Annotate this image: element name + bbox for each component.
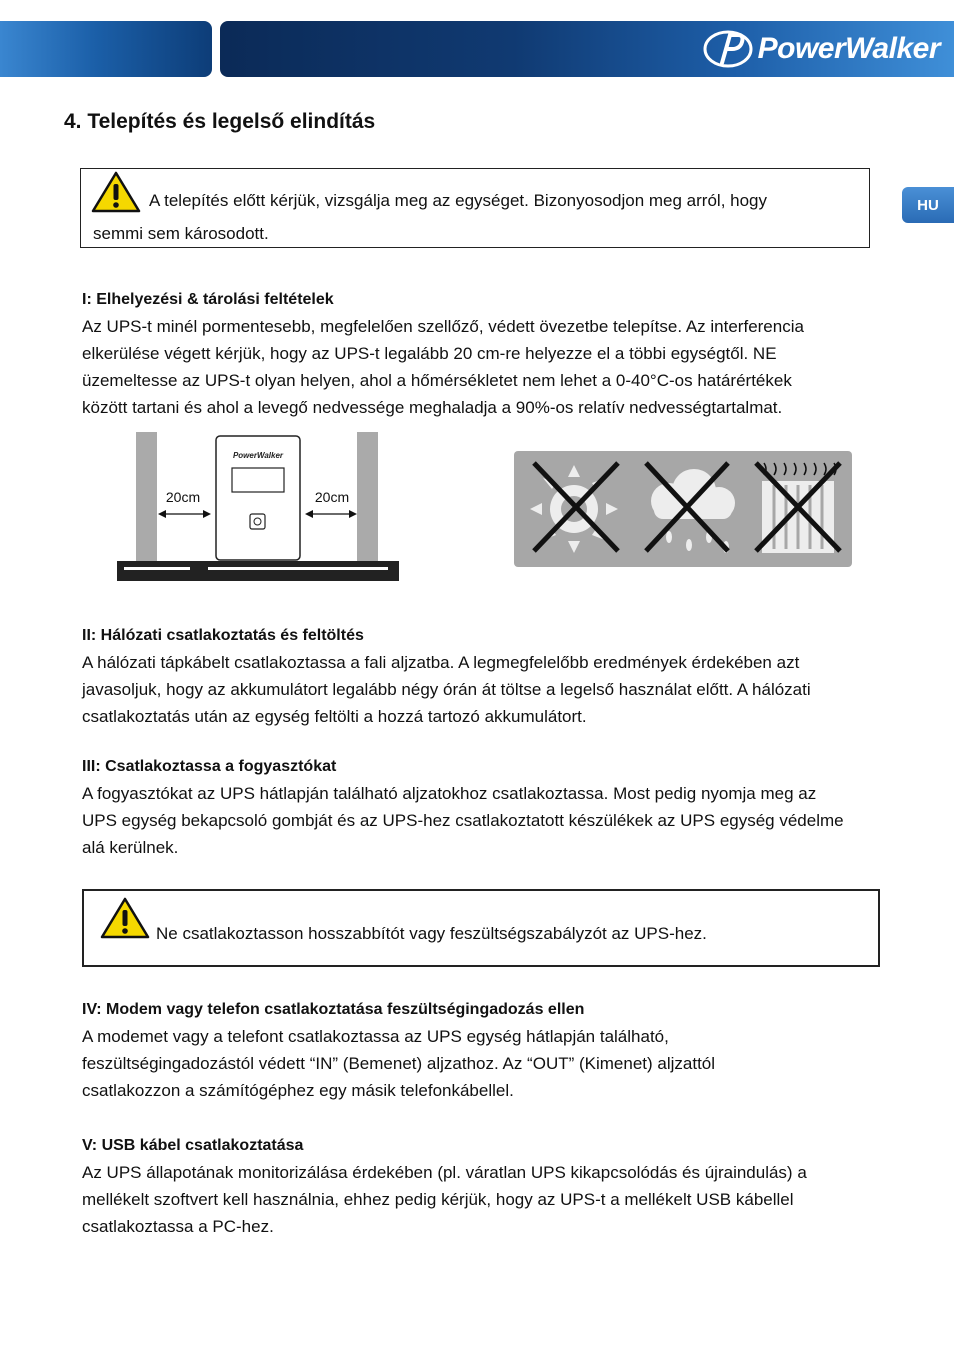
logo-mark-icon (702, 29, 754, 69)
right-distance-label: 20cm (314, 489, 350, 505)
header-bar-right (220, 21, 954, 77)
section-line: csatlakoztassa a PC-hez. (82, 1217, 274, 1236)
section-line: között tartani és ahol a levegő nedvessége meghaladja a 90%-os relatív nedvességtartalmat. (82, 398, 783, 417)
warning-box-extension (82, 889, 880, 967)
section-line: mellékelt szoftvert kell használnia, ehhez pedig kérjük, hogy az UPS-t a mellékelt USB kábellel (82, 1190, 794, 1209)
warning1-line1: A telepítés előtt kérjük, vizsgálja meg az egységet. Bizonyosodjon meg arról, hogy (149, 191, 768, 210)
warning-triangle-icon (91, 171, 141, 213)
section-placement (82, 290, 892, 421)
section-line: csatlakoztatás után az egység feltölti a hozzá tartozó akkumulátort. (82, 707, 587, 726)
section-line: feszültségingadozástól védett “IN” (Bemenet) aljzathoz. Az “OUT” (Kimenet) aljzattól (82, 1054, 716, 1073)
powerwalker-logo (702, 27, 940, 71)
left-distance-label: 20cm (165, 489, 201, 505)
warning-box-inspection (80, 168, 870, 248)
clearance-diagram (116, 432, 400, 584)
left-wall (136, 432, 157, 562)
section-line: A fogyasztókat az UPS hátlapján található aljzatokhoz csatlakoztassa. Most pedig nyomja meg az (82, 784, 817, 803)
floor-base (117, 561, 399, 581)
logo-text: PowerWalker (757, 32, 940, 65)
section-line: üzemeltesse az UPS-t olyan helyen, ahol a hőmérsékletet nem lehet a 0-40°C-os határértékek (82, 371, 792, 390)
arrow-right-icon (203, 510, 211, 518)
section-heading: V: USB kábel csatlakoztatása (82, 1137, 304, 1154)
section-mains-connection (82, 626, 892, 730)
section-surge-protection (82, 1000, 892, 1104)
prohibited-conditions-diagram (514, 451, 852, 567)
section-heading: III: Csatlakoztassa a fogyasztókat (82, 758, 337, 775)
section-line: Az UPS állapotának monitorizálása érdekében (pl. váratlan UPS kikapcsolódás és újraindulás) a (82, 1163, 807, 1182)
section-line: alá kerülnek. (82, 838, 179, 857)
language-tab-hu[interactable]: HU (902, 187, 954, 223)
section-line: elkerülése végett kérjük, hogy az UPS-t legalább 20 cm-re helyezze el a többi egységtől. NE (82, 344, 777, 363)
section-usb-connection (82, 1136, 892, 1240)
header-bar-left (0, 21, 212, 77)
section-line: javasoljuk, hogy az akkumulátort legalább négy órán át töltse a legelső használat előtt. A hálózati (82, 680, 811, 699)
arrow-left-icon (158, 510, 166, 518)
warning-triangle-icon (100, 897, 150, 939)
section-line: csatlakozzon a számítógéphez egy másik telefonkábellel. (82, 1081, 514, 1100)
section-line: UPS egység bekapcsoló gombját és az UPS-hez csatlakoztatott készülékek az UPS egység védelme (82, 811, 844, 830)
device-brand-label: PowerWalker (232, 451, 284, 460)
section-line: A hálózati tápkábelt csatlakoztassa a fali aljzatba. A legmegfelelőbb eredmények érdekében azt (82, 653, 800, 672)
section-line: Az UPS-t minél pormentesebb, megfelelően szellőző, védett övezetbe telepítse. Az interferencia (82, 317, 804, 336)
warning2-text: Ne csatlakoztasson hosszabbítót vagy feszültségszabályzót az UPS-hez. (156, 924, 707, 943)
section-heading: I: Elhelyezési & tárolási feltételek (82, 291, 334, 308)
section-heading: IV: Modem vagy telefon csatlakoztatása feszültségingadozás ellen (82, 1001, 585, 1018)
power-button-icon (250, 514, 265, 529)
right-wall (357, 432, 378, 562)
page-title: 4. Telepítés és legelső elindítás (64, 110, 376, 133)
arrow-left-icon (305, 510, 313, 518)
warning1-line2: semmi sem károsodott. (93, 224, 269, 243)
section-line: A modemet vagy a telefont csatlakoztassa az UPS egység hátlapján található, (82, 1027, 669, 1046)
device-lcd (232, 468, 284, 492)
arrow-right-icon (349, 510, 357, 518)
section-heading: II: Hálózati csatlakoztatás és feltöltés (82, 627, 364, 644)
section-connect-loads (82, 757, 892, 861)
